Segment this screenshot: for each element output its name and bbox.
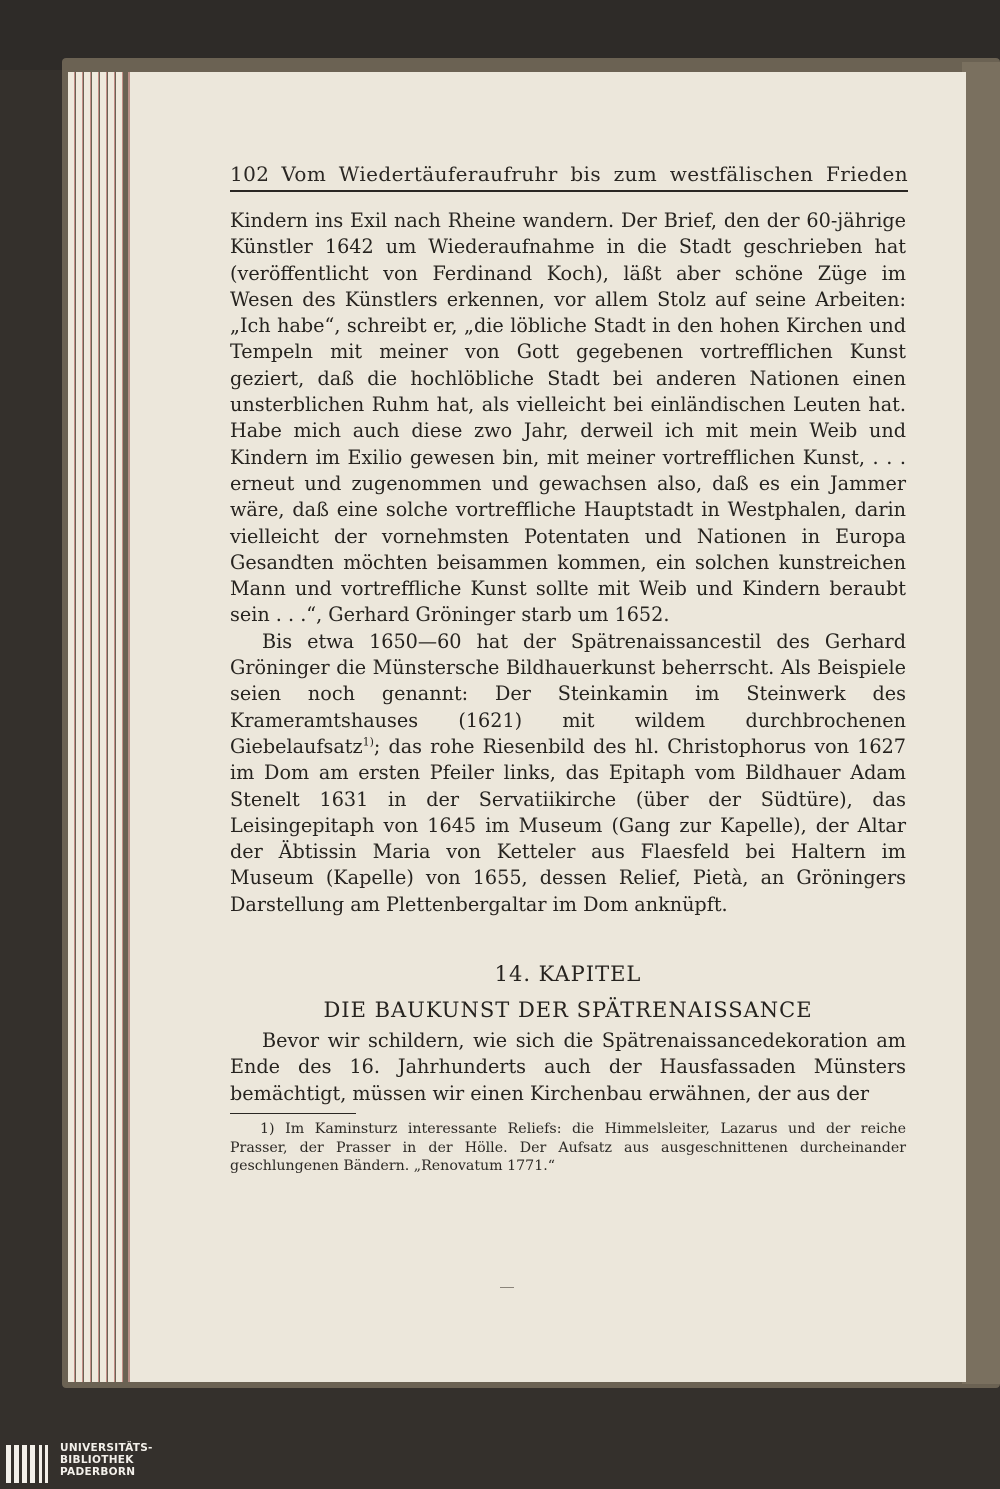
paragraph-text: Bis etwa 1650—60 hat der Spätrenaissancestil des Gerhard Gröninger die Münstersche Bildhauerkunst beherrscht. Als Beispiele seien noch genannt: Der Steinkamin im Steinwerk des Krameramtshauses (1621) mit wildem durchbrochenen Giebelaufsatz [230, 629, 906, 758]
chapter-title: DIE BAUKUNST DER SPÄTRENAISSANCE [323, 998, 813, 1023]
page-edge [116, 72, 123, 1382]
page-edge [76, 72, 83, 1382]
body-text [230, 208, 906, 918]
book-cover-right-edge [962, 62, 1000, 1384]
book-page [128, 72, 966, 1382]
page-edge [108, 72, 115, 1382]
paragraph [230, 629, 906, 918]
paragraph-text: ; das rohe Riesenbild des hl. Christophorus von 1627 im Dom am ersten Pfeiler links, das Epitaph vom Bildhauer Adam Stenelt 1631 in der Servatiikirche (über der Südtüre), das Leisingepitaph von 1645 im Museum (Gang zur Kapelle), der Altar der Äbtissin Maria von Ketteler aus Flaesfeld bei Haltern im Museum (Kapelle) von 1655, dessen Relief, Pietà, an Gröningers Darstellung am Plettenbergaltar im Dom anknüpft. [230, 734, 906, 916]
logo-line: UNIVERSITÄTS- [60, 1442, 153, 1454]
library-logo-bar [0, 1439, 1000, 1489]
running-head [230, 162, 908, 192]
library-logo-icon [6, 1443, 52, 1485]
library-logo-text [60, 1442, 153, 1478]
footnote [230, 1120, 906, 1176]
page-content [230, 162, 906, 1176]
footnote-rule [230, 1113, 356, 1114]
page-mark [500, 1287, 514, 1288]
logo-line: PADERBORN [60, 1466, 136, 1478]
paragraph: Kindern ins Exil nach Rheine wandern. Der Brief, den der 60-jährige Künstler 1642 um Wiederaufnahme in die Stadt geschrieben hat (veröffentlicht von Ferdinand Koch), läßt aber schöne Züge im Wesen des Künstlers erkennen, vor allem Stolz auf seine Arbeiten: „Ich habe“, schreibt er, „die löbliche Stadt in den hohen Kirchen und Tempeln mit meiner von Gott gegebenen vortrefflichen Kunst geziert, daß die hochlöbliche Stadt bei anderen Nationen einen unsterblichen Ruhm hat, als vielleicht bei einländischen Leuten hat. Habe mich auch diese zwo Jahr, derweil ich mit mein Weib und Kindern im Exilio gewesen bin, mit meiner vortrefflichen Kunst, . . . erneut und zugenommen und gewachsen also, daß es ein Jammer wäre, daß eine solche vortreffliche Hauptstadt in Westphalen, darin vielleicht der vornehmsten Potentaten und Nationen in Europa Gesandten möchten beisammen kommen, ein solchen kunstreichen Mann und vortreffliche Kunst sollte mit Weib und Kindern beraubt sein . . .“, Gerhard Gröninger starb um 1652. [230, 209, 906, 627]
page-edge [100, 72, 107, 1382]
chapter-number: 14. KAPITEL [494, 962, 642, 987]
page-edge [84, 72, 91, 1382]
paragraph: Bevor wir schildern, wie sich die Spätrenaissancedekoration am Ende des 16. Jahrhunderts auch der Hausfassaden Münsters bemächtigt, müssen wir einen Kirchenbau erwähnen, der aus der [230, 1029, 906, 1105]
footnote-text: 1) Im Kaminsturz interessante Reliefs: die Himmelsleiter, Lazarus und der reiche Prasser, der Prasser in der Hölle. Der Aufsatz aus ausgeschnittenen durcheinander geschlungenen Bändern. „Renovatum 1771.“ [230, 1120, 906, 1175]
body-text [230, 1028, 906, 1107]
page-number: 102 [230, 162, 270, 186]
page-edge [68, 72, 75, 1382]
footnote-reference: 1) [362, 735, 374, 749]
running-title: Vom Wiedertäuferaufruhr bis zum westfälischen Frieden [281, 162, 908, 186]
logo-line: BIBLIOTHEK [60, 1454, 134, 1466]
page-edge [92, 72, 99, 1382]
